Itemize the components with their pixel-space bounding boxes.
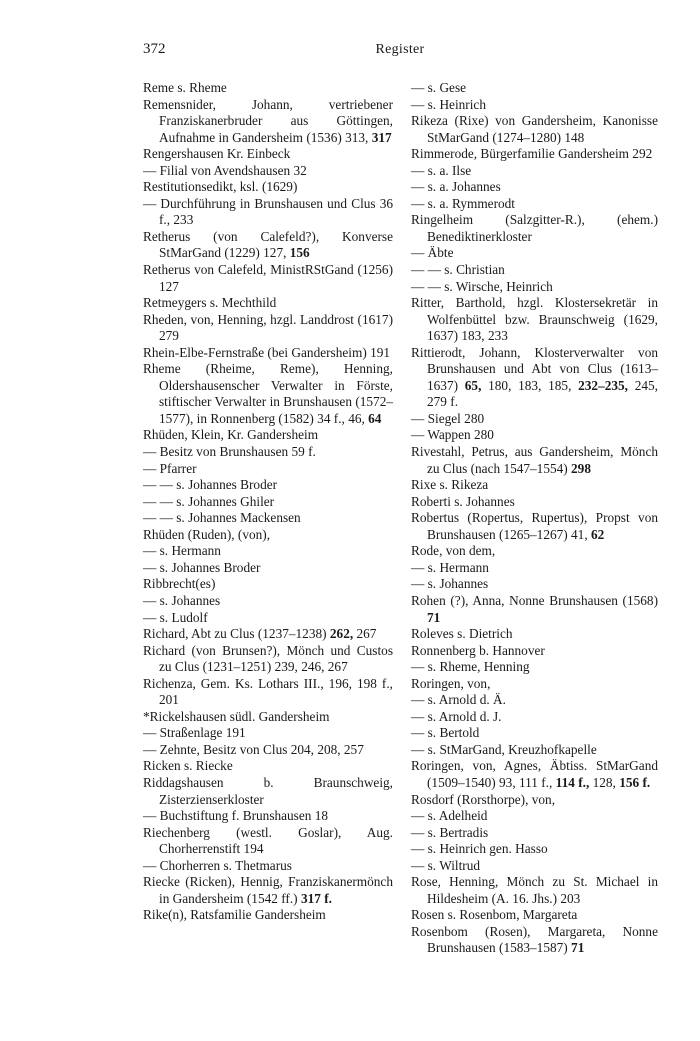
entry-page-ref-bold: 317 f. xyxy=(300,890,332,906)
entry-page-ref-bold: 262, xyxy=(329,626,354,642)
index-entry xyxy=(411,709,658,726)
index-entry xyxy=(143,229,393,262)
index-entry xyxy=(411,163,658,180)
index-entry xyxy=(143,907,393,924)
index-entry xyxy=(143,146,393,163)
entry-text: Ricken s. Riecke xyxy=(143,758,233,774)
entry-text: — s. Rheme, Henning xyxy=(411,659,530,675)
entry-text: — Filial von Avendshausen 32 xyxy=(143,162,307,178)
index-entry xyxy=(143,576,393,593)
entry-text: Rike(n), Ratsfamilie Gandersheim xyxy=(143,907,326,923)
index-entry xyxy=(143,461,393,478)
entry-text: Riechenberg (westl. Goslar), Aug. Chorherrenstift 194 xyxy=(143,824,393,857)
entry-page-ref-bold: 232–235, xyxy=(578,377,628,393)
entry-text: Rhüden (Ruden), (von), xyxy=(143,526,271,542)
index-entry xyxy=(143,610,393,627)
entry-text: Ribbrecht(es) xyxy=(143,576,216,592)
entry-text: — s. Heinrich gen. Hasso xyxy=(411,841,548,857)
index-entry xyxy=(143,527,393,544)
index-entry xyxy=(411,245,658,262)
entry-text: Rohen (?), Anna, Nonne Brunshausen (1568) xyxy=(411,592,658,608)
page-number: 372 xyxy=(143,41,166,57)
index-entry xyxy=(143,345,393,362)
index-entry xyxy=(411,692,658,709)
index-entry xyxy=(411,676,658,693)
index-entry xyxy=(143,179,393,196)
entry-page-ref-bold: 65, xyxy=(464,377,482,393)
index-entry xyxy=(143,477,393,494)
index-entry xyxy=(143,444,393,461)
entry-text: — Durchführung in Brunshausen und Clus 36 f., 233 xyxy=(143,195,393,228)
entry-text: — Siegel 280 xyxy=(411,410,485,426)
index-entry xyxy=(411,626,658,643)
entry-text: — s. Bertradis xyxy=(411,824,489,840)
entry-text: Rosdorf (Rorsthorpe), von, xyxy=(411,791,556,807)
entry-text: 128, xyxy=(589,774,620,790)
index-entry xyxy=(411,510,658,543)
index-entry xyxy=(143,742,393,759)
entry-text: — — s. Christian xyxy=(411,262,505,278)
entry-text: — s. a. Rymmerodt xyxy=(411,195,515,211)
entry-page-ref-bold: 62 xyxy=(590,526,605,542)
index-entry xyxy=(143,825,393,858)
entry-text: — Wappen 280 xyxy=(411,427,494,443)
entry-text: — s. Wiltrud xyxy=(411,857,481,873)
index-entry xyxy=(411,295,658,345)
entry-text: Rode, von dem, xyxy=(411,543,496,559)
index-entry xyxy=(411,858,658,875)
entry-page-ref-bold: 156 f. xyxy=(619,774,651,790)
entry-text: — s. StMarGand, Kreuzhofkapelle xyxy=(411,741,597,757)
running-head: Register xyxy=(375,42,425,57)
entry-text: Rivestahl, Petrus, aus Gandersheim, Mönch zu Clus (nach 1547–1554) xyxy=(411,444,658,476)
entry-page-ref-bold: 298 xyxy=(571,460,591,476)
entry-text: — s. Gese xyxy=(411,80,467,95)
index-entry xyxy=(143,643,393,676)
index-entry xyxy=(411,924,658,957)
index-column-right xyxy=(411,80,658,957)
index-entry xyxy=(143,808,393,825)
index-entry xyxy=(411,874,658,907)
entry-text: — s. Ludolf xyxy=(143,609,208,625)
index-entry xyxy=(143,858,393,875)
index-entry xyxy=(143,874,393,907)
entry-text: — Straßenlage 191 xyxy=(143,725,246,741)
entry-text: Retherus von Calefeld, MinistRStGand (1256) 127 xyxy=(143,262,393,294)
entry-text: Remensnider, Johann, vertriebener Franziskanerbruder aus Göttingen, Aufnahme in Gandersheim (1536) 313, xyxy=(143,96,393,145)
index-entry xyxy=(411,643,658,660)
entry-text: Rosen s. Rosenbom, Margareta xyxy=(411,907,578,923)
index-entry xyxy=(411,742,658,759)
entry-text: — s. Arnold d. Ä. xyxy=(411,692,506,708)
entry-text: — Zehnte, Besitz von Clus 204, 208, 257 xyxy=(143,741,364,757)
entry-text: — Äbte xyxy=(411,245,454,261)
index-entry xyxy=(411,427,658,444)
entry-text: Riecke (Ricken), Hennig, Franziskanermönch in Gandersheim (1542 ff.) xyxy=(143,874,393,906)
index-entry xyxy=(411,279,658,296)
index-entry xyxy=(411,907,658,924)
index-entry xyxy=(411,146,658,163)
entry-text: — s. a. Johannes xyxy=(411,179,501,195)
index-entry xyxy=(143,560,393,577)
index-entry xyxy=(143,626,393,643)
entry-text: Rhüden, Klein, Kr. Gandersheim xyxy=(143,427,319,443)
index-entry xyxy=(143,494,393,511)
index-entry xyxy=(411,792,658,809)
entry-text: — s. Hermann xyxy=(143,543,221,559)
entry-text: Retherus (von Calefeld?), Konverse StMarGand (1229) 127, xyxy=(143,228,393,261)
entry-text: Richard, Abt zu Clus (1237–1238) xyxy=(143,626,330,642)
entry-text: — s. Adelheid xyxy=(411,808,488,824)
entry-text: — — s. Johannes Ghiler xyxy=(143,493,275,509)
entry-page-ref-bold: 64 xyxy=(368,410,382,426)
entry-text: — s. Johannes xyxy=(143,592,221,608)
index-entry xyxy=(143,97,393,147)
index-entry xyxy=(143,361,393,427)
index-entry xyxy=(411,345,658,411)
index-entry xyxy=(143,262,393,295)
entry-text: Roleves s. Dietrich xyxy=(411,626,513,642)
entry-text: Rose, Henning, Mönch zu St. Michael in Hildesheim (A. 16. Jhs.) 203 xyxy=(411,874,658,906)
entry-text: — s. Arnold d. J. xyxy=(411,708,502,724)
index-entry xyxy=(143,312,393,345)
index-entry xyxy=(143,80,393,97)
entry-text: — Chorherren s. Thetmarus xyxy=(143,857,292,873)
index-entry xyxy=(411,560,658,577)
index-entry xyxy=(143,775,393,808)
index-entry xyxy=(143,709,393,726)
entry-text: Rosenbom (Rosen), Margareta, Nonne Brunshausen (1583–1587) xyxy=(411,923,658,956)
index-entry xyxy=(143,725,393,742)
entry-text: Richenza, Gem. Ks. Lothars III., 196, 198 f., 201 xyxy=(143,675,393,708)
index-entry xyxy=(411,659,658,676)
entry-text: Ritter, Barthold, hzgl. Klostersekretär in Wolfenbüttel bzw. Braunschweig (1629, 1637) 183, 233 xyxy=(411,295,658,344)
entry-text: — s. a. Ilse xyxy=(411,162,472,178)
index-entry xyxy=(411,196,658,213)
entry-page-ref-bold: 71 xyxy=(571,940,585,956)
entry-text: Rimmerode, Bürgerfamilie Gandersheim 292 xyxy=(411,146,653,162)
index-entry xyxy=(143,593,393,610)
entry-page-ref-bold: 156 xyxy=(289,245,310,261)
entry-text: Restitutionsedikt, ksl. (1629) xyxy=(143,179,298,195)
index-entry xyxy=(411,80,658,97)
entry-text: Rikeza (Rixe) von Gandersheim, Kanonisse StMarGand (1274–1280) 148 xyxy=(411,113,658,145)
entry-text: 180, 183, 185, xyxy=(481,377,579,393)
index-entry xyxy=(411,576,658,593)
entry-text: — Pfarrer xyxy=(143,460,197,476)
entry-text: — — s. Johannes Broder xyxy=(143,477,278,493)
entry-text: Roringen, von, xyxy=(411,675,491,691)
index-entry xyxy=(143,510,393,527)
index-entry xyxy=(411,825,658,842)
entry-text: — Besitz von Brunshausen 59 f. xyxy=(143,444,316,460)
index-entry xyxy=(411,262,658,279)
entry-text: Roringen, von, Agnes, Äbtiss. StMarGand (1509–1540) 93, 111 f., xyxy=(411,758,658,790)
index-entry xyxy=(143,543,393,560)
index-entry xyxy=(411,593,658,626)
index-entry xyxy=(411,543,658,560)
entry-text: — s. Hermann xyxy=(411,559,489,575)
entry-text: Rheme (Rheime, Reme), Henning, Oldershausenscher Verwalter in Förste, stiftischer Verwalter in Brunshausen (1572–1577), in Ronnenberg (1582) 34 f., 46, xyxy=(143,361,393,426)
entry-text: Rixe s. Rikeza xyxy=(411,477,489,493)
entry-text: 267 xyxy=(353,626,377,642)
index-entry xyxy=(143,196,393,229)
index-entry xyxy=(411,477,658,494)
entry-text: Rheden, von, Henning, hzgl. Landdrost (1617) 279 xyxy=(143,311,393,344)
entry-text: Roberti s. Johannes xyxy=(411,493,515,509)
entry-page-ref-bold: 317 xyxy=(371,129,392,145)
index-entry xyxy=(411,179,658,196)
index-entry xyxy=(143,295,393,312)
index-entry xyxy=(411,494,658,511)
entry-text: *Rickelshausen südl. Gandersheim xyxy=(143,708,330,724)
index-entry xyxy=(411,758,658,791)
entry-text: Rhein-Elbe-Fernstraße (bei Gandersheim) 191 xyxy=(143,344,391,360)
entry-text: — s. Johannes Broder xyxy=(143,559,261,575)
entry-text: Richard (von Brunsen?), Mönch und Custos zu Clus (1231–1251) 239, 246, 267 xyxy=(143,642,393,675)
entry-page-ref-bold: 71 xyxy=(427,609,441,625)
entry-text: 245, 279 f. xyxy=(427,377,658,410)
entry-text: Rengershausen Kr. Einbeck xyxy=(143,146,291,162)
entry-text: Ronnenberg b. Hannover xyxy=(411,642,545,658)
index-entry xyxy=(143,676,393,709)
index-entry xyxy=(411,113,658,146)
entry-text: Retmeygers s. Mechthild xyxy=(143,295,277,311)
entry-text: — s. Bertold xyxy=(411,725,480,741)
entry-text: Riddagshausen b. Braunschweig, Zisterzienserkloster xyxy=(143,774,393,807)
entry-text: Rittierodt, Johann, Klosterverwalter von Brunshausen und Abt von Clus (1613–1637) xyxy=(411,344,658,393)
index-entry xyxy=(143,427,393,444)
index-column-left xyxy=(143,80,393,924)
index-entry xyxy=(411,212,658,245)
index-entry xyxy=(411,725,658,742)
entry-text: — Buchstiftung f. Brunshausen 18 xyxy=(143,808,329,824)
entry-text: — — s. Wirsche, Heinrich xyxy=(411,278,553,294)
entry-text: Ringelheim (Salzgitter-R.), (ehem.) Benediktinerkloster xyxy=(411,212,658,244)
index-entry xyxy=(143,758,393,775)
entry-page-ref-bold: 114 f., xyxy=(555,774,590,790)
index-entry xyxy=(411,411,658,428)
entry-text: Reme s. Rheme xyxy=(143,80,227,95)
entry-text: — s. Heinrich xyxy=(411,96,486,112)
index-entry xyxy=(143,163,393,180)
index-entry xyxy=(411,97,658,114)
index-entry xyxy=(411,841,658,858)
entry-text: — — s. Johannes Mackensen xyxy=(143,510,301,526)
entry-text: — s. Johannes xyxy=(411,576,489,592)
entry-text: Robertus (Ropertus, Rupertus), Propst von Brunshausen (1265–1267) 41, xyxy=(411,510,658,542)
index-entry xyxy=(411,444,658,477)
index-entry xyxy=(411,808,658,825)
